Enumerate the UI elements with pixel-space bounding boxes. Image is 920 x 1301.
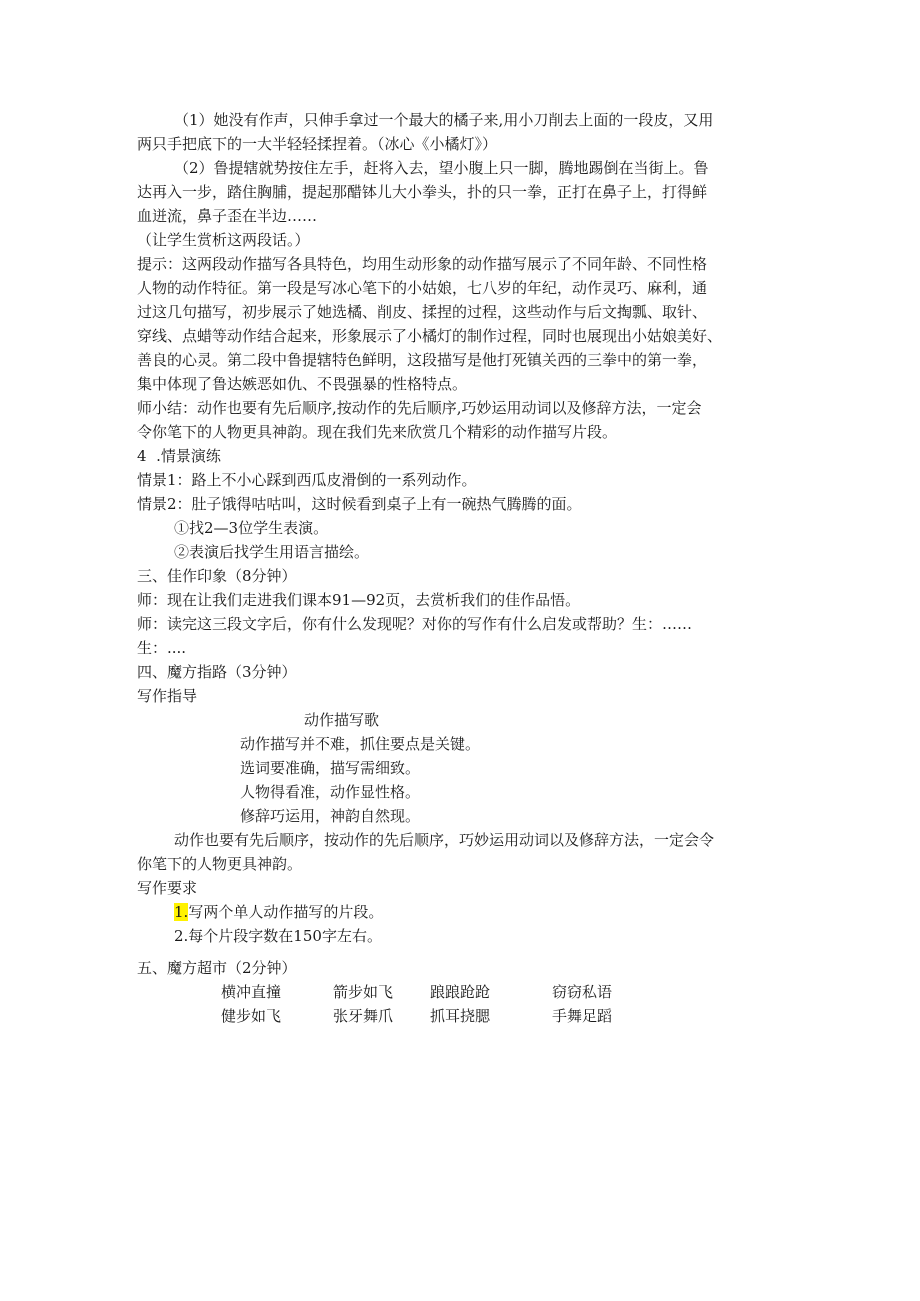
vocabulary-row-1 [137,980,787,1004]
teacher-line-2: 师：读完这三段文字后，你有什么发现呢？对你的写作有什么启发或帮助？生：…… [137,615,693,633]
vocab-word: 手舞足蹈 [552,1007,613,1025]
guide-paragraph-line-1: 动作也要有先后顺序，按动作的先后顺序，巧妙运用动词以及修辞方法，一定会令 [174,831,715,849]
excerpt-1-line-1: （1）她没有作声，只伸手拿过一个最大的橘子来,用小刀削去上面的一段皮，又用 [174,111,714,129]
song-line: 选词要准确，描写需细致。 [240,759,421,777]
excerpt-2-line-2: 达再入一步，踏住胸脯，提起那醋钵儿大小拳头，扑的只一拳，正打在鼻子上，打得鲜 [137,183,708,201]
section-4-heading: 四、魔方指路（3分钟） [137,663,297,681]
document-page [137,108,787,1028]
writing-requirements-title: 写作要求 [137,879,198,897]
guide-paragraph-line-2: 你笔下的人物更具神韵。 [137,855,303,873]
hint-line: 过这几句描写，初步展示了她选橘、削皮、揉捏的过程，这些动作与后文掏瓢、取针、 [137,303,708,321]
vocabulary-row-2 [137,1004,787,1028]
hint-line: 人物的动作特征。第一段是写冰心笔下的小姑娘，七八岁的年纪，动作灵巧、麻利，通 [137,279,708,297]
scenario-1: 情景1：路上不小心踩到西瓜皮滑倒的一系列动作。 [137,471,477,489]
teacher-summary-line-1: 师小结：动作也要有先后顺序,按动作的先后顺序,巧妙运用动词以及修辞方法，一定会 [137,399,702,417]
vocab-word: 抓耳挠腮 [430,1007,491,1025]
excerpt-2-line-3: 血迸流，鼻子歪在半边…… [137,207,318,225]
scenario-2: 情景2：肚子饿得咕咕叫，这时候看到桌子上有一碗热气腾腾的面。 [137,495,582,513]
appreciation-instruction: （让学生赏析这两段话。） [137,231,310,249]
requirement-1-text: 写两个单人动作描写的片段。 [188,903,384,921]
song-line: 动作描写并不难，抓住要点是关键。 [240,735,481,753]
song-line: 人物得看准，动作显性格。 [240,783,421,801]
writing-guide-title: 写作指导 [137,687,198,705]
vocab-word: 踉踉跄跄 [430,983,491,1001]
vocab-word: 张牙舞爪 [333,1007,394,1025]
student-line: 生：.... [137,639,187,657]
hint-line: 提示：这两段动作描写各具特色，均用生动形象的动作描写展示了不同年龄、不同性格 [137,255,708,273]
excerpt-1-line-2: 两只手把底下的一大半轻轻揉捏着。（冰心《小橘灯》） [137,135,498,153]
section-5-heading: 五、魔方超市（2分钟） [137,959,297,977]
excerpt-2-line-1: （2）鲁提辖就势按住左手，赶将入去，望小腹上只一脚，腾地踢倒在当街上。鲁 [174,159,709,177]
song-line: 修辞巧运用，神韵自然现。 [240,807,421,825]
requirement-2: 2.每个片段字数在150字左右。 [174,927,382,945]
hint-line: 穿线、点蜡等动作结合起来，形象展示了小橘灯的制作过程，同时也展现出小姑娘美好、 [137,327,723,345]
highlighted-number: 1. [174,903,189,921]
hint-line: 集中体现了鲁达嫉恶如仇、不畏强暴的性格特点。 [137,375,468,393]
section-scenario-practice: 4 .情景演练 [137,447,221,465]
hint-line: 善良的心灵。第二段中鲁提辖特色鲜明，这段描写是他打死镇关西的三拳中的第一拳， [137,351,708,369]
requirement-1 [137,900,787,924]
teacher-summary-line-2: 令你笔下的人物更具神韵。现在我们先来欣赏几个精彩的动作描写片段。 [137,423,618,441]
teacher-line-1: 师：现在让我们走进我们课本91—92页，去赏析我们的佳作品悟。 [137,591,581,609]
vocab-word: 横冲直撞 [221,983,282,1001]
step-1: ①找2—3位学生表演。 [174,519,329,537]
step-2: ②表演后找学生用语言描绘。 [174,543,370,561]
vocab-word: 窃窃私语 [552,983,613,1001]
vocab-word: 健步如飞 [221,1007,282,1025]
vocab-word: 箭步如飞 [333,983,394,1001]
section-3-heading: 三、佳作印象（8分钟） [137,567,297,585]
song-title: 动作描写歌 [304,711,380,729]
